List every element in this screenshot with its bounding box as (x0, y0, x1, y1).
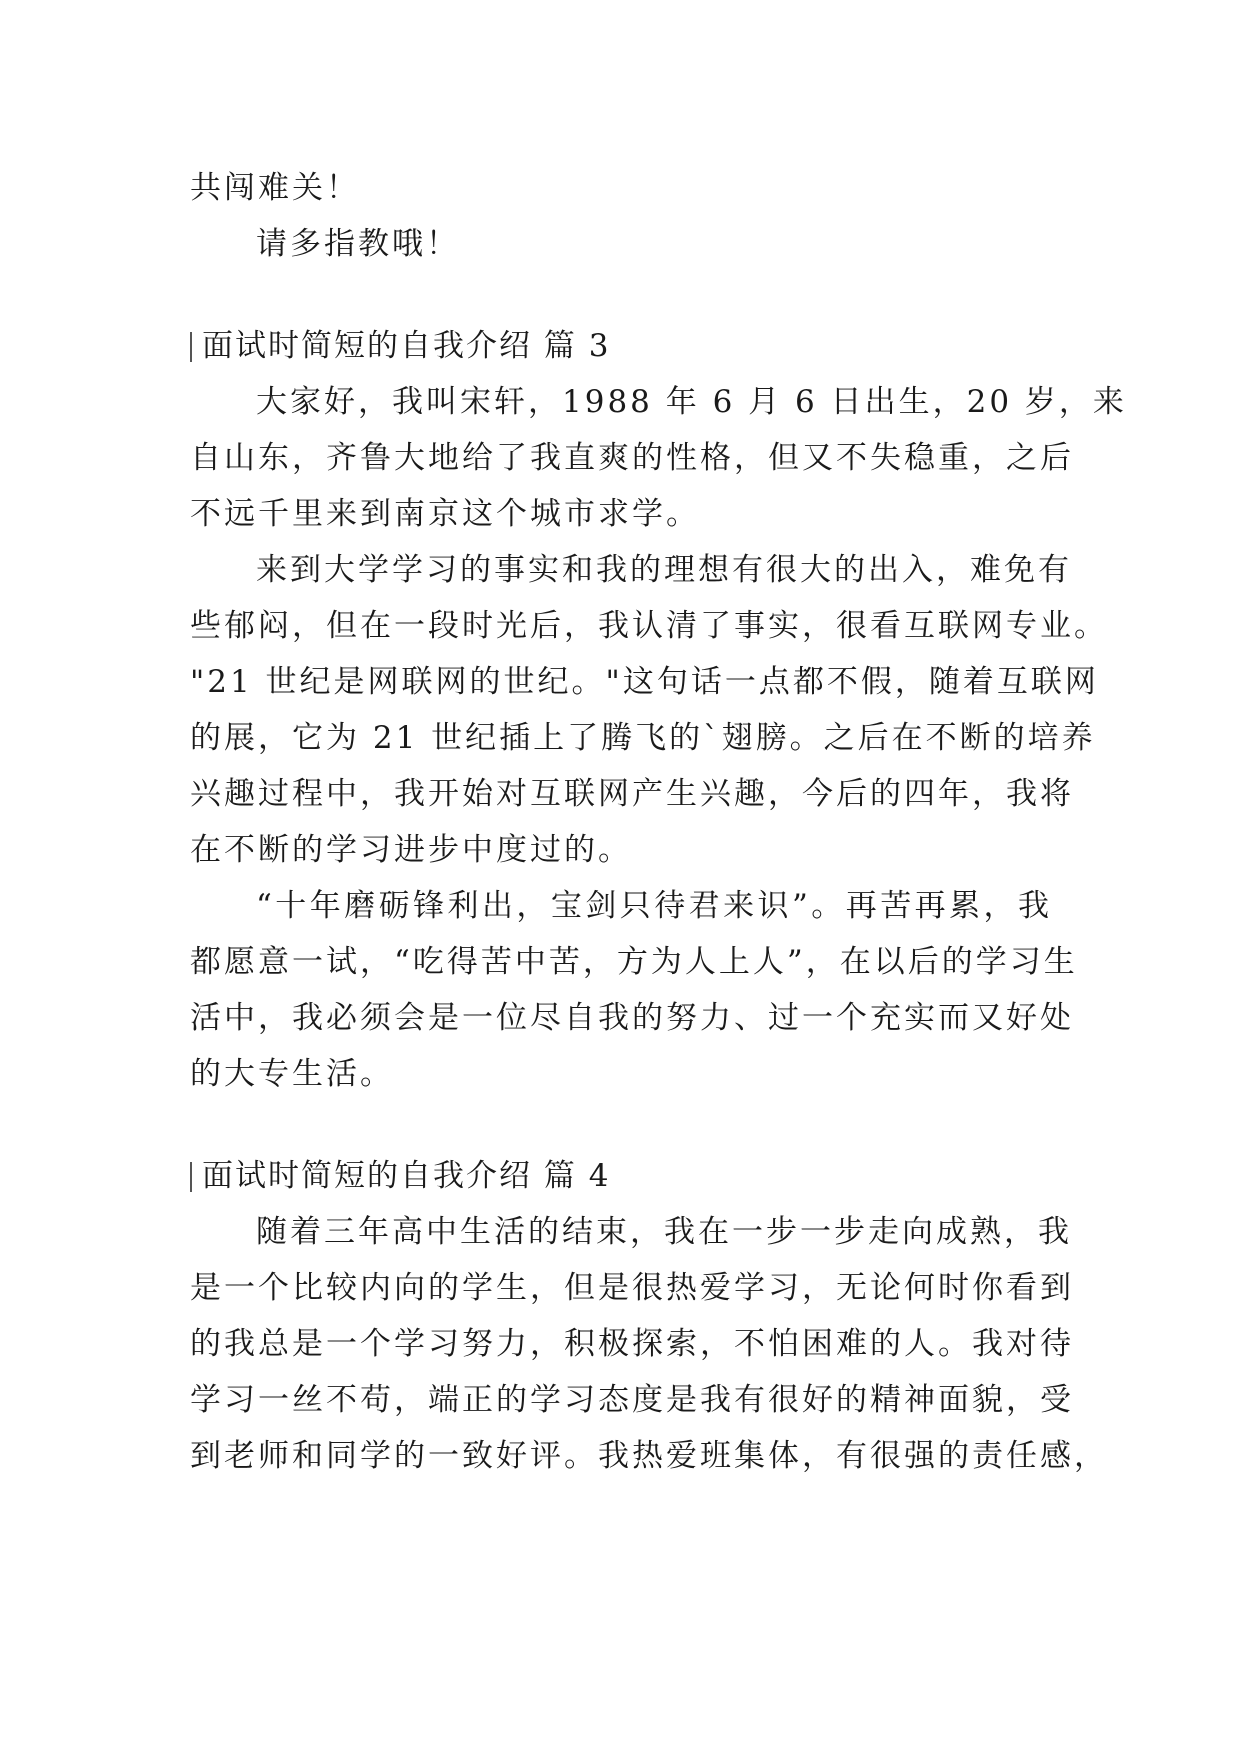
text-line: 些郁闷，但在一段时光后，我认清了事实，很看互联网专业。 (190, 608, 1108, 644)
closing-greeting: 请多指教哦！ (256, 226, 460, 262)
text-line: 的大专生活。 (190, 1056, 394, 1092)
text-line: 随着三年高中生活的结束，我在一步一步走向成熟，我 (256, 1214, 1072, 1250)
text-line: 在不断的学习进步中度过的。 (190, 832, 632, 868)
text-line: 的我总是一个学习努力，积极探索，不怕困难的人。我对待 (190, 1326, 1074, 1362)
text-line: 不远千里来到南京这个城市求学。 (190, 496, 700, 532)
heading-marker (190, 332, 192, 362)
section3-paragraph-2 (190, 542, 1108, 878)
section3-paragraph-3 (190, 878, 1078, 1102)
closing-line: 共闯难关！ (190, 170, 360, 206)
section4-paragraph-1 (190, 1204, 1108, 1484)
text-line: 来到大学学习的事实和我的理想有很大的出入，难免有 (256, 552, 1072, 588)
spacer (190, 272, 1052, 318)
text-line: 的展，它为 21 世纪插上了腾飞的`翅膀。之后在不断的培养 (190, 720, 1096, 756)
text-line: 学习一丝不苟，端正的学习态度是我有很好的精神面貌，受 (190, 1382, 1074, 1418)
text-line: “十年磨砺锋利出，宝剑只待君来识”。再苦再累，我 (256, 888, 1052, 924)
document-page (190, 160, 1127, 1484)
section-heading-4-text: 面试时简短的自我介绍 篇 4 (202, 1158, 611, 1194)
text-line: 都愿意一试，“吃得苦中苦，方为人上人”，在以后的学习生 (190, 944, 1078, 980)
text-line: 大家好，我叫宋轩，1988 年 6 月 6 日出生，20 岁，来 (256, 384, 1127, 420)
spacer (190, 1102, 1052, 1148)
text-line: 兴趣过程中，我开始对互联网产生兴趣，今后的四年，我将 (190, 776, 1074, 812)
section-heading-3 (190, 318, 1052, 374)
text-line: 是一个比较内向的学生，但是很热爱学习，无论何时你看到 (190, 1270, 1074, 1306)
heading-marker (190, 1162, 192, 1192)
text-line: 到老师和同学的一致好评。我热爱班集体，有很强的责任感， (190, 1438, 1108, 1474)
text-line: 自山东，齐鲁大地给了我直爽的性格，但又不失稳重，之后 (190, 440, 1074, 476)
section-heading-4 (190, 1148, 1052, 1204)
section3-paragraph-1 (190, 374, 1127, 542)
text-line: 活中，我必须会是一位尽自我的努力、过一个充实而又好处 (190, 1000, 1074, 1036)
section-heading-3-text: 面试时简短的自我介绍 篇 3 (202, 328, 611, 364)
text-line: "21 世纪是网联网的世纪。"这句话一点都不假，随着互联网 (190, 664, 1099, 700)
